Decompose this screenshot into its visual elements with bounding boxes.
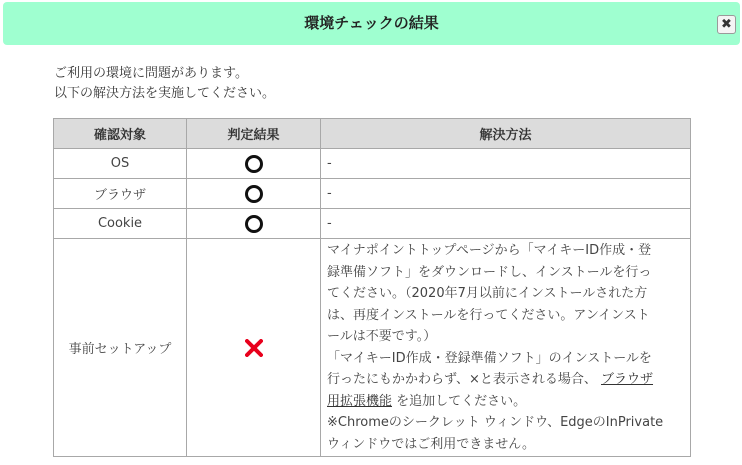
dialog-header [3,2,740,45]
row-result-setup [187,239,321,457]
header-result: 判定結果 [187,119,321,149]
row-target-setup: 事前セットアップ [54,239,187,457]
browser-extension-link[interactable]: ブラウザ [601,372,654,387]
table-header-row [54,119,691,149]
row-target-browser: ブラウザ [54,179,187,209]
row-method-browser: - [321,179,691,209]
intro-line-1: ご利用の環境に問題があります。 [54,66,248,81]
row-result-cookie [187,209,321,239]
dialog-title: 環境チェックの結果 [304,14,439,32]
header-method: 解決方法 [321,119,691,149]
header-target: 確認対象 [54,119,187,149]
method-line: 録準備ソフト」をダウンロードし、インストールを行っ [327,264,652,280]
row-result-browser [187,179,321,209]
method-text: を追加してください。 [396,393,527,409]
intro-line-2: 以下の解決方法を実施してください。 [54,86,276,101]
intro-message [54,64,275,104]
cross-ng-icon [245,339,263,357]
method-line: 「マイキーID作成・登録準備ソフト」のインストールを [327,350,652,366]
row-method-cookie: - [321,209,691,239]
table-row [54,149,691,179]
row-method-setup [321,239,691,457]
table-row [54,209,691,239]
method-line: マイナポイントトップページから「マイキーID作成・登 [327,243,652,258]
method-line [327,391,682,413]
circle-ok-icon [245,185,263,203]
results-table [53,118,691,457]
row-result-os [187,149,321,179]
method-line: は、再度インストールを行ってください。アンインスト [327,307,650,323]
method-note: ※Chromeのシークレット ウィンドウ、EdgeのInPrivate [327,415,664,430]
close-button[interactable] [717,15,736,34]
method-line [327,369,682,391]
table-row [54,179,691,209]
method-text: 行ったにもかかわらず、×と表示される場合、 [327,372,597,387]
row-method-os: - [321,149,691,179]
method-line: てください。（2020年7月以前にインストールされた方 [327,286,648,301]
method-note: ウィンドウではご利用できません。 [327,436,536,452]
table-row [54,239,691,457]
browser-extension-link-cont[interactable]: 用拡張機能 [327,393,393,409]
circle-ok-icon [245,215,263,233]
method-line: ールは不要です。） [327,329,437,344]
circle-ok-icon [245,155,263,173]
row-target-os: OS [54,149,187,179]
row-target-cookie: Cookie [54,209,187,239]
close-icon: ✖ [721,17,732,32]
